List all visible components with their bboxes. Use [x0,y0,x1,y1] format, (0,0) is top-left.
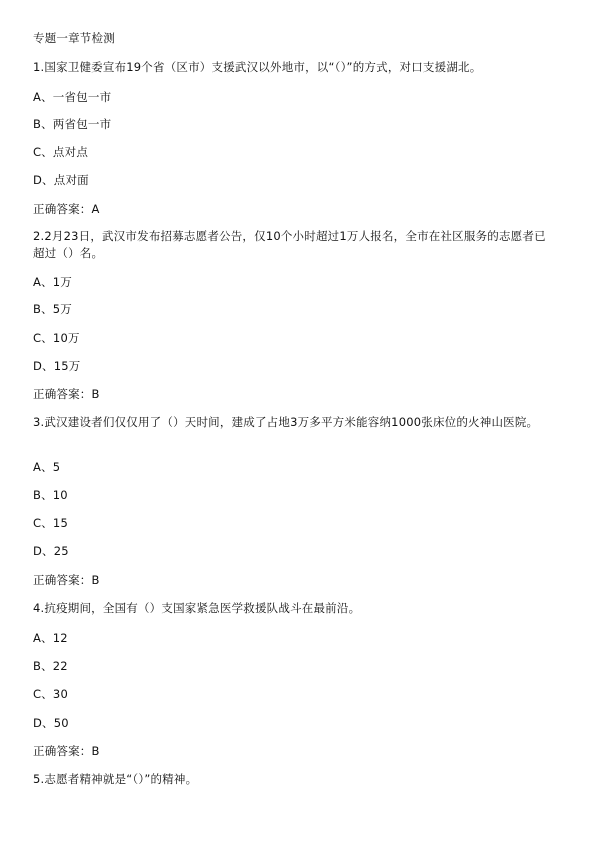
question-4-stem: 4.抗疫期间，全国有（）支国家紧急医学救援队战斗在最前沿。 [33,601,361,615]
question-2-stem: 2.2月23日，武汉市发布招募志愿者公告，仅10个小时超过1万人报名，全市在社区服务的志愿者已超过（）名。 [33,229,546,260]
question-3-option-b: B、10 [33,488,68,502]
question-2-option-c: C、10万 [33,331,80,345]
question-1-answer: 正确答案：A [33,202,100,216]
question-3-option-d: D、25 [33,544,69,558]
question-1-option-b: B、两省包一市 [33,117,112,131]
question-1-option-d: D、点对面 [33,173,89,187]
question-1-stem: 1.国家卫健委宣布19个省（区市）支援武汉以外地市，以“（）”的方式，对口支援湖北。 [33,60,482,74]
question-4-option-a: A、12 [33,631,68,645]
question-2-option-d: D、15万 [33,359,81,373]
question-4-option-d: D、50 [33,716,69,730]
question-4-answer: 正确答案：B [33,744,100,758]
question-3-answer: 正确答案：B [33,573,100,587]
question-1-option-c: C、点对点 [33,145,89,159]
question-3-stem: 3.武汉建设者们仅仅用了（）天时间，建成了占地3万多平方米能容纳1000张床位的火神山医院。 [33,415,539,429]
question-2-answer: 正确答案：B [33,387,100,401]
question-3-option-c: C、15 [33,516,68,530]
question-1-option-a: A、一省包一市 [33,90,112,104]
page-title: 专题一章节检测 [33,31,115,45]
question-2-option-b: B、5万 [33,302,73,316]
question-4-option-b: B、22 [33,659,68,673]
question-2-option-a: A、1万 [33,275,72,289]
question-5-stem: 5.志愿者精神就是“（）”的精神。 [33,772,198,786]
question-3-option-a: A、5 [33,460,61,474]
question-4-option-c: C、30 [33,687,68,701]
